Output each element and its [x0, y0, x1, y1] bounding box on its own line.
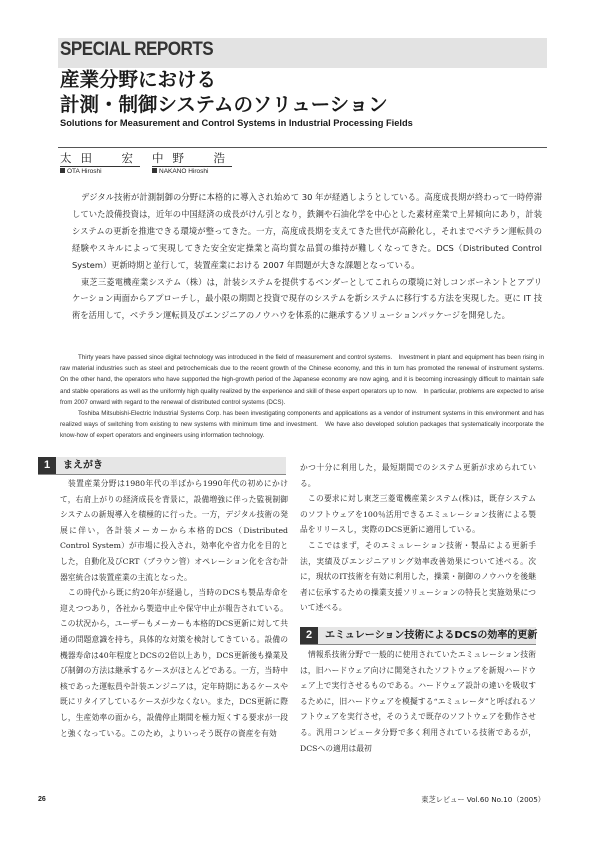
author-2-underline [152, 166, 232, 167]
page-number: 26 [38, 796, 46, 803]
body-paragraph: 装置産業分野は1980年代の半ばから1990年代の初めにかけて，右肩上がりの経済成長を背景に，設備増強に伴った監視制御システムの新規導入を積極的に行った。一方，デジタル技術の発展に伴い，各計装メーカーから本格的DCS（Distributed Control System）が市場に投入され，効率化や省力化を目的とした，自動化及びCRT（ブラウン管）オペレーション化を含む計器室統合は装置産業の主流となった。 [60, 479, 288, 582]
right-column-bottom-body [300, 647, 536, 756]
author-1-underline [60, 166, 140, 167]
title-line-2: 計測・制御システムのソリューション [60, 93, 388, 116]
section-1-heading [38, 457, 286, 475]
author-1-name-jp: 太田 宏 [60, 151, 142, 165]
square-bullet-icon [60, 168, 65, 173]
section-2-heading [300, 627, 536, 645]
section-2-title: エミュレーション技術によるDCSの効率的更新 [325, 630, 538, 641]
section-2-number: 2 [300, 627, 318, 644]
author-1-name-en-text: OTA Hiroshi [67, 168, 102, 175]
body-paragraph: この要求に対し東芝三菱電機産業システム(株)は，既存システムのソフトウェアを100％活用できるエミュレーション技術による製品をリリースし，実際のDCS更新に適用している。 [300, 494, 536, 535]
author-2-name-jp: 中野 浩 [152, 151, 234, 165]
body-paragraph: ここではまず，そのエミュレーション技術・製品による更新手法，実績及びエンジニアリング効率改善効果について述べる。次に，現状のIT技術を有効に利用した，操業・制御のノウハウを後継者に伝承するための操業支援ソリューションの特長と実施効果について述べる。 [300, 540, 536, 613]
author-1-name-en [60, 168, 102, 175]
journal-name: 東芝レビュー Vol.60 No.10（2005） [421, 795, 545, 804]
body-paragraph: この時代から既に約20年が経過し，当時のDCSも製品寿命を迎えつつあり，各社から製造中止や保守中止が報告されている。この状況から，ユーザーもメーカーも本格的DCS更新に対して共通の問題意識を持ち，具体的な対策を検討してきている。設備の機器寿命は40年程度とDCSの2倍以上あり，DCS更新後も操業及び制御の方法は継承するケースがほとんどである。一方，当時中核であった運転員や計装エンジニアは，定年時期にあるケースや既にリタイアしているケースが少なくない。また，DCS更新に際し，生産効率の面から，設備停止期間を極力短くする要求が一段と強くなっている。このため，よりいっそう既存の資産を有効 [60, 588, 288, 738]
body-paragraph: かつ十分に利用した，最短期間でのシステム更新が求められている。 [300, 463, 536, 488]
right-column-top-body [300, 460, 536, 616]
abstract-en-paragraph: Toshiba Mitsubishi-Electric Industrial Systems Corp. has been investigating components and applications as a vendor of instrument systems in this environment and has realized ways of switching from existing to new systems with minimum time and investment. We have also developed solution packages that systematically incorporate the know-how of expert operators and engineers using information technology. [60, 410, 544, 440]
abstract-en-paragraph: Thirty years have passed since digital technology was introduced in the field of measurement and control systems. Investment in plant and equipment has been rising in raw material industries such as steel and petrochemicals due to the recent growth of the Chinese economy, and this in turn has promoted the renewal of instrument systems. On the other hand, the operators who have supported the high-growth period of the Japanese economy are now aging, and it is becoming increasingly difficult to maintain safe and stable operations as well as the uniformly high quality realized by the experience and skill of these expert operators up to now. In particular, problems are expected to arise from 2007 onward with regard to the renewal of distributed control systems (DCS). [60, 354, 551, 406]
abstract-english [60, 352, 551, 442]
author-2-name-en [152, 168, 208, 175]
author-2-name-en-text: NAKANO Hiroshi [159, 168, 209, 175]
abstract-jp-paragraph: デジタル技術が計測制御の分野に本格的に導入され始めて 30 年が経過しようとしている。高度成長期が終わって一時停滞していた設備投資は，近年の中国経済の成長がけん引となり，鉄鋼や石油化学を中心とした素材産業で上昇傾向にあり，計装システムの更新を推進できる環境が整ってきた。一方，高度成長期を支えてきた世代が高齢化し，それまでベテラン運転員の経験やスキルによって実現してきた安全安定操業と高均質な品質の維持が難しくなってきた。DCS（Distributed Control System）更新時期と並行して，装置産業における 2007 年問題が大きな課題となっている。 [72, 192, 542, 270]
abstract-japanese [72, 189, 542, 324]
square-bullet-icon [152, 168, 157, 173]
left-column-body [60, 476, 288, 741]
english-subtitle: Solutions for Measurement and Control Systems in Industrial Processing Fields [60, 118, 413, 128]
abstract-jp-paragraph: 東芝三菱電機産業システム（株）は，計装システムを提供するベンダーとしてこれらの環境に対しコンポーネントとアプリケーション両面からアプローチし，最小限の期間と投資で現存のシステムを新システムに移行する方法を実現した。更に IT 技術を活用して，ベテラン運転員及びエンジニアのノウハウを体系的に継承するソリューションパッケージを開発した。 [72, 276, 542, 321]
title-line-1: 産業分野における [60, 68, 217, 91]
section-band [58, 38, 547, 68]
section-label: SPECIAL REPORTS [60, 39, 214, 60]
article-title [60, 67, 540, 117]
body-paragraph: 情報系技術分野で一般的に使用されていたエミュレーション技術は，旧ハードウェア向けに開発されたソフトウェアを新規ハードウェア上で実行させるものである。ハードウェア設計の違いを吸収するために，旧ハードウェアを模擬する“エミュレータ”と呼ばれるソフトウェアを実行させ，そのうえで既存のソフトウェアを動作させる。汎用コンピュータ分野で多く利用されている技術であるが，DCSへの適用は最初 [300, 650, 536, 753]
section-1-number: 1 [38, 457, 56, 474]
section-1-title: まえがき [63, 460, 103, 471]
header-rule [58, 147, 547, 148]
